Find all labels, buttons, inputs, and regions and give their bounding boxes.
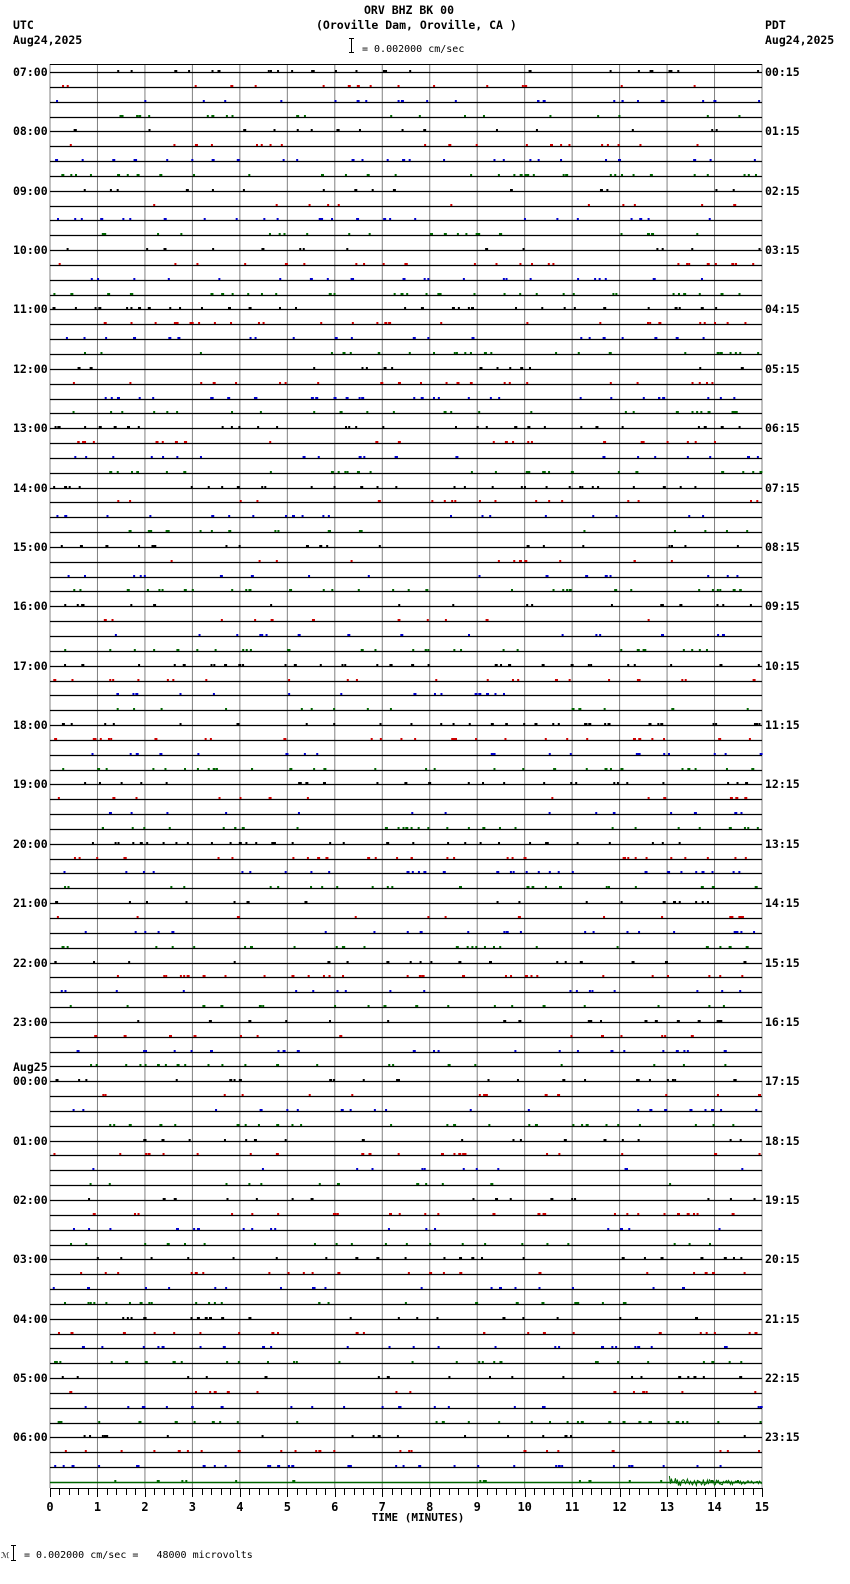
trace-row [50, 1361, 762, 1364]
trace-row [50, 871, 762, 874]
trace-row [50, 144, 762, 147]
trace-row [50, 1435, 762, 1438]
trace-row [50, 70, 762, 73]
trace-row [50, 1079, 762, 1082]
trace-row [50, 278, 762, 281]
pdt-hour-label: 20:15 [765, 1252, 800, 1266]
pdt-hour-label: 08:15 [765, 540, 800, 554]
trace-row [50, 1287, 762, 1290]
trace-row [50, 738, 762, 741]
pdt-hour-label: 11:15 [765, 718, 800, 732]
trace-row [50, 753, 763, 756]
utc-hour-label: 10:00 [13, 243, 48, 257]
trace-row [50, 1109, 762, 1112]
trace-row [50, 901, 762, 904]
utc-hour-label: 15:00 [13, 540, 48, 554]
event-waveform [669, 1476, 761, 1486]
trace-row [50, 411, 762, 414]
x-tick-label: 13 [659, 1500, 675, 1514]
utc-hour-label: 12:00 [13, 362, 48, 376]
trace-row [50, 723, 762, 726]
trace-row [50, 961, 762, 964]
trace-row [50, 1421, 762, 1424]
trace-row [50, 693, 762, 696]
trace-row [50, 1450, 762, 1453]
trace-row [50, 1213, 762, 1216]
x-tick-label: 5 [283, 1500, 291, 1514]
x-tick-label: 8 [426, 1500, 434, 1514]
x-tick-label: 7 [378, 1500, 386, 1514]
trace-row [50, 189, 762, 192]
trace-row [50, 1317, 762, 1320]
trace-row [50, 842, 762, 845]
trace-row [50, 916, 762, 919]
footer-scale-bar-icon [11, 1545, 16, 1561]
x-tick-label: 9 [473, 1500, 481, 1514]
trace-row [50, 560, 762, 563]
right-timezone: PDT [765, 18, 786, 32]
trace-row [50, 619, 762, 622]
trace-row [50, 975, 762, 978]
trace-row [50, 1272, 762, 1275]
utc-hour-label: 00:00 [13, 1074, 48, 1088]
pdt-hour-label: 05:15 [765, 362, 800, 376]
trace-row [50, 886, 762, 889]
x-tick-label: 1 [93, 1500, 102, 1514]
trace-row [50, 589, 762, 592]
utc-hour-label: 18:00 [13, 718, 48, 732]
trace-row [50, 322, 762, 325]
trace-row [50, 204, 762, 207]
utc-hour-label: 09:00 [13, 184, 48, 198]
trace-row [50, 1406, 763, 1409]
trace-row [50, 708, 762, 711]
trace-row [50, 100, 762, 103]
trace-row [50, 129, 762, 132]
utc-hour-label: 19:00 [13, 777, 48, 791]
trace-row [50, 1228, 762, 1231]
trace-row [50, 337, 762, 340]
trace-row [50, 812, 762, 815]
x-tick-label: 15 [754, 1500, 770, 1514]
pdt-hour-label: 06:15 [765, 421, 800, 435]
trace-row [50, 1465, 762, 1468]
trace-row [50, 1035, 762, 1038]
right-date: Aug24,2025 [765, 33, 835, 47]
utc-hour-label: 05:00 [13, 1371, 48, 1385]
trace-row [50, 307, 762, 310]
trace-row [50, 634, 762, 637]
trace-row [50, 782, 762, 785]
pdt-hour-label: 15:15 [765, 956, 800, 970]
utc-hour-label: 08:00 [13, 124, 48, 138]
pdt-hour-label: 23:15 [765, 1430, 800, 1444]
trace-row [50, 768, 762, 771]
x-tick-label: 2 [141, 1500, 149, 1514]
trace-row [50, 1332, 762, 1335]
trace-row [50, 1257, 762, 1260]
trace-row [50, 85, 762, 88]
footer-prefix: ℳ [1, 1551, 10, 1560]
pdt-hour-label: 04:15 [765, 302, 800, 316]
utc-hour-label: 21:00 [13, 896, 48, 910]
pdt-hour-label: 09:15 [765, 599, 800, 613]
trace-row [50, 159, 762, 162]
trace-row [50, 857, 762, 860]
station-title: ORV BHZ BK 00 [364, 3, 455, 17]
trace-row [50, 1183, 762, 1186]
trace-row [50, 515, 762, 518]
trace-row [50, 827, 762, 830]
trace-row [50, 1243, 762, 1246]
trace-row [50, 664, 762, 667]
footer-scale-note: = 0.002000 cm/sec = 48000 microvolts [24, 1550, 253, 1561]
trace-row [50, 426, 762, 429]
utc-hour-label: 14:00 [13, 481, 48, 495]
trace-row [50, 545, 762, 548]
utc-hour-label: 23:00 [13, 1015, 48, 1029]
trace-row [50, 1480, 762, 1483]
trace-row [50, 1346, 762, 1349]
utc-hour-label: 13:00 [13, 421, 48, 435]
trace-row [50, 471, 762, 474]
trace-row [50, 263, 762, 266]
trace-row [50, 367, 762, 370]
utc-date-label: Aug25 [13, 1060, 48, 1074]
trace-row [50, 218, 762, 221]
scale-label: = 0.002000 cm/sec [362, 44, 465, 55]
trace-row [50, 1020, 762, 1023]
x-tick-label: 4 [236, 1500, 244, 1514]
trace-row [50, 1124, 762, 1127]
trace-row [50, 946, 762, 949]
pdt-hour-label: 12:15 [765, 777, 800, 791]
pdt-hour-label: 10:15 [765, 659, 800, 673]
trace-row [50, 990, 762, 993]
pdt-hour-label: 01:15 [765, 124, 800, 138]
trace-row [50, 1139, 762, 1142]
x-tick-label: 12 [612, 1500, 627, 1514]
trace-row [50, 575, 762, 578]
utc-hour-label: 22:00 [13, 956, 48, 970]
pdt-hour-label: 02:15 [765, 184, 800, 198]
pdt-hour-label: 16:15 [765, 1015, 800, 1029]
utc-hour-label: 20:00 [13, 837, 48, 851]
trace-row [50, 1302, 762, 1305]
trace-row [50, 500, 762, 503]
trace-row [50, 486, 762, 489]
utc-hour-label: 17:00 [13, 659, 48, 673]
trace-row [50, 1168, 762, 1171]
trace-row [50, 1153, 762, 1156]
pdt-hour-label: 13:15 [765, 837, 800, 851]
pdt-hour-label: 07:15 [765, 481, 800, 495]
pdt-hour-label: 22:15 [765, 1371, 800, 1385]
trace-row [50, 1198, 762, 1201]
utc-hour-label: 11:00 [13, 302, 48, 316]
utc-hour-label: 07:00 [13, 65, 48, 79]
trace-row [50, 1094, 762, 1097]
utc-hour-label: 06:00 [13, 1430, 48, 1444]
x-tick-label: 14 [707, 1500, 722, 1514]
trace-row [50, 174, 762, 177]
trace-row [50, 1391, 762, 1394]
pdt-hour-label: 18:15 [765, 1134, 800, 1148]
left-date: Aug24,2025 [13, 33, 83, 47]
x-tick-label: 6 [331, 1500, 339, 1514]
utc-hour-label: 01:00 [13, 1134, 48, 1148]
pdt-hour-label: 19:15 [765, 1193, 800, 1207]
x-tick-label: 0 [46, 1500, 54, 1514]
trace-row [50, 293, 762, 296]
trace-row [50, 679, 762, 682]
trace-row [50, 233, 762, 236]
pdt-hour-label: 14:15 [765, 896, 800, 910]
trace-row [50, 530, 762, 533]
trace-row [50, 248, 762, 251]
utc-hour-label: 04:00 [13, 1312, 48, 1326]
trace-row [50, 1376, 762, 1379]
x-axis-label: TIME (MINUTES) [371, 1511, 465, 1524]
x-tick-label: 3 [188, 1500, 197, 1514]
trace-row [50, 1064, 762, 1067]
utc-hour-label: 02:00 [13, 1193, 48, 1207]
trace-row [50, 931, 762, 934]
trace-row [50, 397, 762, 400]
x-tick-label: 11 [564, 1500, 580, 1514]
station-subtitle: (Oroville Dam, Oroville, CA ) [316, 18, 517, 32]
trace-row [50, 649, 762, 652]
trace-row [50, 382, 762, 385]
trace-row [50, 1005, 762, 1008]
trace-row [50, 352, 762, 355]
pdt-hour-label: 17:15 [765, 1074, 800, 1088]
pdt-hour-label: 03:15 [765, 243, 800, 257]
trace-row [50, 604, 762, 607]
pdt-hour-label: 00:15 [765, 65, 800, 79]
trace-row [50, 456, 762, 459]
utc-hour-label: 16:00 [13, 599, 48, 613]
trace-row [50, 115, 762, 118]
x-tick-label: 10 [517, 1500, 532, 1514]
trace-row [50, 441, 762, 444]
utc-hour-label: 03:00 [13, 1252, 48, 1266]
trace-row [50, 1050, 762, 1053]
pdt-hour-label: 21:15 [765, 1312, 800, 1326]
left-timezone: UTC [13, 18, 34, 32]
trace-row [50, 797, 762, 800]
